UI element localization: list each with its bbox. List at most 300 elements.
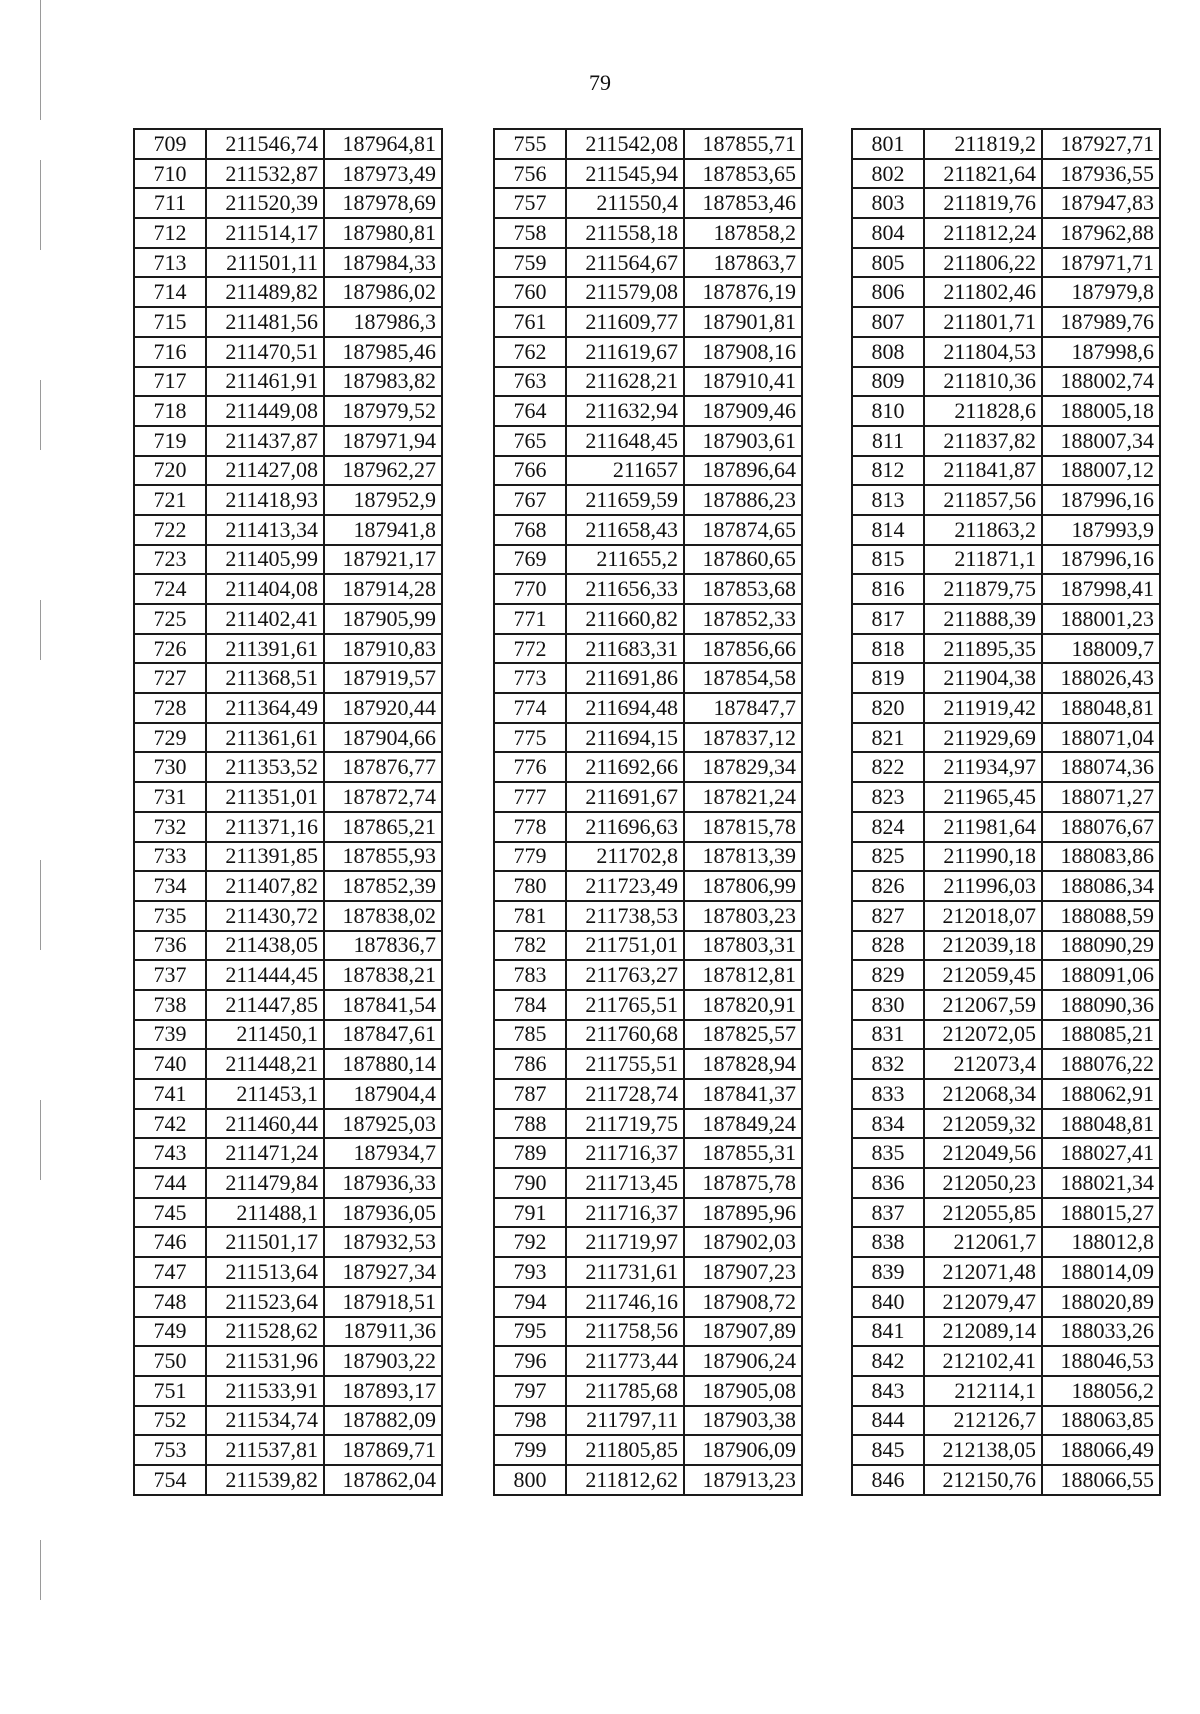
- x-coordinate-cell: 211520,39: [206, 188, 324, 218]
- point-number-cell: 732: [134, 812, 206, 842]
- y-coordinate-cell: 187998,6: [1042, 337, 1160, 367]
- x-coordinate-cell: 211488,1: [206, 1198, 324, 1228]
- point-number-cell: 780: [494, 871, 566, 901]
- x-coordinate-cell: 211407,82: [206, 871, 324, 901]
- point-number-cell: 750: [134, 1346, 206, 1376]
- point-number-cell: 832: [852, 1049, 924, 1079]
- table-row: [494, 960, 802, 990]
- y-coordinate-cell: 187876,19: [684, 277, 802, 307]
- point-number-cell: 740: [134, 1049, 206, 1079]
- margin-line: [40, 1100, 41, 1180]
- x-coordinate-cell: 211828,6: [924, 396, 1042, 426]
- table-row: [494, 456, 802, 486]
- table-row: [134, 842, 442, 872]
- x-coordinate-cell: 212114,1: [924, 1376, 1042, 1406]
- x-coordinate-cell: 211804,53: [924, 337, 1042, 367]
- point-number-cell: 804: [852, 218, 924, 248]
- point-number-cell: 721: [134, 485, 206, 515]
- x-coordinate-cell: 211728,74: [566, 1079, 684, 1109]
- y-coordinate-cell: 187934,7: [324, 1138, 442, 1168]
- y-coordinate-cell: 187985,46: [324, 337, 442, 367]
- table-row: [494, 1317, 802, 1347]
- table-row: [134, 1406, 442, 1436]
- x-coordinate-cell: 212072,05: [924, 1020, 1042, 1050]
- x-coordinate-cell: 211863,2: [924, 515, 1042, 545]
- y-coordinate-cell: 187865,21: [324, 812, 442, 842]
- point-number-cell: 710: [134, 159, 206, 189]
- table-row: [852, 574, 1160, 604]
- y-coordinate-cell: 187903,61: [684, 426, 802, 456]
- y-coordinate-cell: 187952,9: [324, 485, 442, 515]
- y-coordinate-cell: 187971,94: [324, 426, 442, 456]
- y-coordinate-cell: 187869,71: [324, 1435, 442, 1465]
- table-row: [852, 693, 1160, 723]
- y-coordinate-cell: 187986,02: [324, 277, 442, 307]
- point-number-cell: 727: [134, 663, 206, 693]
- table-row: [852, 1376, 1160, 1406]
- y-coordinate-cell: 187998,41: [1042, 574, 1160, 604]
- point-number-cell: 792: [494, 1227, 566, 1257]
- point-number-cell: 834: [852, 1109, 924, 1139]
- y-coordinate-cell: 187996,16: [1042, 485, 1160, 515]
- y-coordinate-cell: 187874,65: [684, 515, 802, 545]
- margin-line: [40, 860, 41, 950]
- y-coordinate-cell: 187812,81: [684, 960, 802, 990]
- y-coordinate-cell: 188012,8: [1042, 1227, 1160, 1257]
- x-coordinate-cell: 211895,35: [924, 634, 1042, 664]
- x-coordinate-cell: 211691,67: [566, 782, 684, 812]
- point-number-cell: 773: [494, 663, 566, 693]
- y-coordinate-cell: 188071,04: [1042, 723, 1160, 753]
- table-row: [494, 159, 802, 189]
- point-number-cell: 806: [852, 277, 924, 307]
- point-number-cell: 724: [134, 574, 206, 604]
- point-number-cell: 734: [134, 871, 206, 901]
- table-row: [494, 1346, 802, 1376]
- point-number-cell: 714: [134, 277, 206, 307]
- point-number-cell: 810: [852, 396, 924, 426]
- y-coordinate-cell: 187803,23: [684, 901, 802, 931]
- x-coordinate-cell: 211802,46: [924, 277, 1042, 307]
- y-coordinate-cell: 188046,53: [1042, 1346, 1160, 1376]
- table-row: [494, 367, 802, 397]
- x-coordinate-cell: 211696,63: [566, 812, 684, 842]
- point-number-cell: 718: [134, 396, 206, 426]
- x-coordinate-cell: 211501,17: [206, 1227, 324, 1257]
- table-row: [494, 634, 802, 664]
- point-number-cell: 738: [134, 990, 206, 1020]
- x-coordinate-cell: 211353,52: [206, 752, 324, 782]
- point-number-cell: 754: [134, 1465, 206, 1495]
- y-coordinate-cell: 187927,71: [1042, 129, 1160, 159]
- y-coordinate-cell: 187902,03: [684, 1227, 802, 1257]
- table-row: [852, 337, 1160, 367]
- point-number-cell: 790: [494, 1168, 566, 1198]
- y-coordinate-cell: 187893,17: [324, 1376, 442, 1406]
- y-coordinate-cell: 187882,09: [324, 1406, 442, 1436]
- table-row: [494, 1435, 802, 1465]
- x-coordinate-cell: 211579,08: [566, 277, 684, 307]
- y-coordinate-cell: 187936,55: [1042, 159, 1160, 189]
- point-number-cell: 830: [852, 990, 924, 1020]
- table-row: [134, 159, 442, 189]
- table-row: [852, 545, 1160, 575]
- point-number-cell: 781: [494, 901, 566, 931]
- table-row: [494, 901, 802, 931]
- x-coordinate-cell: 211351,01: [206, 782, 324, 812]
- table-row: [494, 1376, 802, 1406]
- x-coordinate-cell: 211965,45: [924, 782, 1042, 812]
- table-row: [494, 1049, 802, 1079]
- table-row: [494, 693, 802, 723]
- y-coordinate-cell: 188005,18: [1042, 396, 1160, 426]
- x-coordinate-cell: 211537,81: [206, 1435, 324, 1465]
- point-number-cell: 715: [134, 307, 206, 337]
- point-number-cell: 801: [852, 129, 924, 159]
- table-row: [494, 1020, 802, 1050]
- y-coordinate-cell: 188085,21: [1042, 1020, 1160, 1050]
- table-row: [852, 1049, 1160, 1079]
- x-coordinate-cell: 211904,38: [924, 663, 1042, 693]
- point-number-cell: 719: [134, 426, 206, 456]
- x-coordinate-cell: 211447,85: [206, 990, 324, 1020]
- y-coordinate-cell: 187936,33: [324, 1168, 442, 1198]
- y-coordinate-cell: 187962,27: [324, 456, 442, 486]
- table-row: [134, 634, 442, 664]
- table-row: [134, 1465, 442, 1495]
- x-coordinate-cell: 212073,4: [924, 1049, 1042, 1079]
- point-number-cell: 717: [134, 367, 206, 397]
- table-row: [494, 663, 802, 693]
- point-number-cell: 836: [852, 1168, 924, 1198]
- x-coordinate-cell: 211545,94: [566, 159, 684, 189]
- y-coordinate-cell: 187910,41: [684, 367, 802, 397]
- x-coordinate-cell: 212102,41: [924, 1346, 1042, 1376]
- point-number-cell: 753: [134, 1435, 206, 1465]
- table-row: [494, 604, 802, 634]
- point-number-cell: 842: [852, 1346, 924, 1376]
- x-coordinate-cell: 211481,56: [206, 307, 324, 337]
- point-number-cell: 720: [134, 456, 206, 486]
- x-coordinate-cell: 211805,85: [566, 1435, 684, 1465]
- point-number-cell: 760: [494, 277, 566, 307]
- x-coordinate-cell: 211659,59: [566, 485, 684, 515]
- point-number-cell: 768: [494, 515, 566, 545]
- point-number-cell: 822: [852, 752, 924, 782]
- x-coordinate-cell: 212089,14: [924, 1317, 1042, 1347]
- x-coordinate-cell: 211731,61: [566, 1257, 684, 1287]
- point-number-cell: 751: [134, 1376, 206, 1406]
- table-row: [494, 515, 802, 545]
- table-row: [134, 931, 442, 961]
- point-number-cell: 742: [134, 1109, 206, 1139]
- table-row: [852, 663, 1160, 693]
- x-coordinate-cell: 212055,85: [924, 1198, 1042, 1228]
- point-number-cell: 756: [494, 159, 566, 189]
- point-number-cell: 739: [134, 1020, 206, 1050]
- y-coordinate-cell: 187906,24: [684, 1346, 802, 1376]
- x-coordinate-cell: 211418,93: [206, 485, 324, 515]
- table-row: [852, 782, 1160, 812]
- y-coordinate-cell: 187858,2: [684, 218, 802, 248]
- point-number-cell: 725: [134, 604, 206, 634]
- point-number-cell: 735: [134, 901, 206, 931]
- x-coordinate-cell: 211479,84: [206, 1168, 324, 1198]
- y-coordinate-cell: 187852,39: [324, 871, 442, 901]
- y-coordinate-cell: 187838,02: [324, 901, 442, 931]
- y-coordinate-cell: 187820,91: [684, 990, 802, 1020]
- table-row: [494, 1138, 802, 1168]
- x-coordinate-cell: 211841,87: [924, 456, 1042, 486]
- y-coordinate-cell: 187983,82: [324, 367, 442, 397]
- point-number-cell: 784: [494, 990, 566, 1020]
- x-coordinate-cell: 211546,74: [206, 129, 324, 159]
- y-coordinate-cell: 188015,27: [1042, 1198, 1160, 1228]
- x-coordinate-cell: 212126,7: [924, 1406, 1042, 1436]
- table-row: [852, 842, 1160, 872]
- x-coordinate-cell: 211810,36: [924, 367, 1042, 397]
- x-coordinate-cell: 211391,61: [206, 634, 324, 664]
- x-coordinate-cell: 211738,53: [566, 901, 684, 931]
- point-number-cell: 736: [134, 931, 206, 961]
- point-number-cell: 845: [852, 1435, 924, 1465]
- x-coordinate-cell: 212039,18: [924, 931, 1042, 961]
- point-number-cell: 817: [852, 604, 924, 634]
- y-coordinate-cell: 187886,23: [684, 485, 802, 515]
- point-number-cell: 729: [134, 723, 206, 753]
- point-number-cell: 831: [852, 1020, 924, 1050]
- y-coordinate-cell: 188076,22: [1042, 1049, 1160, 1079]
- point-number-cell: 793: [494, 1257, 566, 1287]
- y-coordinate-cell: 187996,16: [1042, 545, 1160, 575]
- table-row: [852, 1257, 1160, 1287]
- table-row: [494, 426, 802, 456]
- y-coordinate-cell: 187863,7: [684, 248, 802, 278]
- table-row: [852, 1435, 1160, 1465]
- y-coordinate-cell: 187806,99: [684, 871, 802, 901]
- point-number-cell: 844: [852, 1406, 924, 1436]
- x-coordinate-cell: 211461,91: [206, 367, 324, 397]
- point-number-cell: 713: [134, 248, 206, 278]
- table-row: [134, 485, 442, 515]
- y-coordinate-cell: 187853,65: [684, 159, 802, 189]
- x-coordinate-cell: 211755,51: [566, 1049, 684, 1079]
- x-coordinate-cell: 211405,99: [206, 545, 324, 575]
- x-coordinate-cell: 211658,43: [566, 515, 684, 545]
- y-coordinate-cell: 187907,89: [684, 1317, 802, 1347]
- y-coordinate-cell: 187941,8: [324, 515, 442, 545]
- y-coordinate-cell: 187872,74: [324, 782, 442, 812]
- y-coordinate-cell: 188027,41: [1042, 1138, 1160, 1168]
- point-number-cell: 737: [134, 960, 206, 990]
- point-number-cell: 826: [852, 871, 924, 901]
- point-number-cell: 744: [134, 1168, 206, 1198]
- x-coordinate-cell: 212050,23: [924, 1168, 1042, 1198]
- point-number-cell: 846: [852, 1465, 924, 1495]
- table-row: [494, 990, 802, 1020]
- y-coordinate-cell: 188062,91: [1042, 1079, 1160, 1109]
- point-number-cell: 843: [852, 1376, 924, 1406]
- x-coordinate-cell: 211453,1: [206, 1079, 324, 1109]
- y-coordinate-cell: 187908,72: [684, 1287, 802, 1317]
- x-coordinate-cell: 211746,16: [566, 1287, 684, 1317]
- point-number-cell: 745: [134, 1198, 206, 1228]
- point-number-cell: 733: [134, 842, 206, 872]
- point-number-cell: 812: [852, 456, 924, 486]
- y-coordinate-cell: 188007,34: [1042, 426, 1160, 456]
- table-row: [852, 634, 1160, 664]
- x-coordinate-cell: 211716,37: [566, 1138, 684, 1168]
- table-row: [494, 485, 802, 515]
- x-coordinate-cell: 211632,94: [566, 396, 684, 426]
- x-coordinate-cell: 211797,11: [566, 1406, 684, 1436]
- table-row: [852, 1168, 1160, 1198]
- x-coordinate-cell: 211716,37: [566, 1198, 684, 1228]
- table-row: [134, 396, 442, 426]
- table-row: [494, 1465, 802, 1495]
- x-coordinate-cell: 212071,48: [924, 1257, 1042, 1287]
- margin-line: [40, 0, 41, 120]
- x-coordinate-cell: 211368,51: [206, 663, 324, 693]
- x-coordinate-cell: 211785,68: [566, 1376, 684, 1406]
- x-coordinate-cell: 212018,07: [924, 901, 1042, 931]
- point-number-cell: 789: [494, 1138, 566, 1168]
- table-row: [852, 188, 1160, 218]
- x-coordinate-cell: 211489,82: [206, 277, 324, 307]
- y-coordinate-cell: 187836,7: [324, 931, 442, 961]
- y-coordinate-cell: 187860,65: [684, 545, 802, 575]
- y-coordinate-cell: 187909,46: [684, 396, 802, 426]
- point-number-cell: 765: [494, 426, 566, 456]
- y-coordinate-cell: 187847,7: [684, 693, 802, 723]
- x-coordinate-cell: 211528,62: [206, 1317, 324, 1347]
- point-number-cell: 791: [494, 1198, 566, 1228]
- y-coordinate-cell: 187803,31: [684, 931, 802, 961]
- point-number-cell: 827: [852, 901, 924, 931]
- x-coordinate-cell: 211819,2: [924, 129, 1042, 159]
- point-number-cell: 749: [134, 1317, 206, 1347]
- y-coordinate-cell: 187921,17: [324, 545, 442, 575]
- coordinates-table-2: [493, 128, 803, 1496]
- table-row: [852, 396, 1160, 426]
- point-number-cell: 728: [134, 693, 206, 723]
- table-row: [134, 1079, 442, 1109]
- table-row: [852, 1109, 1160, 1139]
- y-coordinate-cell: 188090,36: [1042, 990, 1160, 1020]
- point-number-cell: 759: [494, 248, 566, 278]
- y-coordinate-cell: 187914,28: [324, 574, 442, 604]
- x-coordinate-cell: 211996,03: [924, 871, 1042, 901]
- table-row: [134, 812, 442, 842]
- y-coordinate-cell: 188014,09: [1042, 1257, 1160, 1287]
- y-coordinate-cell: 187855,93: [324, 842, 442, 872]
- point-number-cell: 723: [134, 545, 206, 575]
- x-coordinate-cell: 212138,05: [924, 1435, 1042, 1465]
- point-number-cell: 828: [852, 931, 924, 961]
- y-coordinate-cell: 187979,8: [1042, 277, 1160, 307]
- table-row: [494, 1406, 802, 1436]
- y-coordinate-cell: 188048,81: [1042, 1109, 1160, 1139]
- point-number-cell: 794: [494, 1287, 566, 1317]
- table-row: [134, 1376, 442, 1406]
- x-coordinate-cell: 211371,16: [206, 812, 324, 842]
- table-row: [494, 723, 802, 753]
- point-number-cell: 829: [852, 960, 924, 990]
- y-coordinate-cell: 187825,57: [684, 1020, 802, 1050]
- table-row: [134, 1020, 442, 1050]
- table-row: [494, 1227, 802, 1257]
- y-coordinate-cell: 187908,16: [684, 337, 802, 367]
- y-coordinate-cell: 188063,85: [1042, 1406, 1160, 1436]
- y-coordinate-cell: 187980,81: [324, 218, 442, 248]
- y-coordinate-cell: 187962,88: [1042, 218, 1160, 248]
- x-coordinate-cell: 211550,4: [566, 188, 684, 218]
- x-coordinate-cell: 211460,44: [206, 1109, 324, 1139]
- y-coordinate-cell: 187907,23: [684, 1257, 802, 1287]
- y-coordinate-cell: 187911,36: [324, 1317, 442, 1347]
- y-coordinate-cell: 187906,09: [684, 1435, 802, 1465]
- point-number-cell: 758: [494, 218, 566, 248]
- margin-line: [40, 380, 41, 450]
- x-coordinate-cell: 211655,2: [566, 545, 684, 575]
- table-row: [494, 1257, 802, 1287]
- point-number-cell: 837: [852, 1198, 924, 1228]
- x-coordinate-cell: 211694,48: [566, 693, 684, 723]
- y-coordinate-cell: 188048,81: [1042, 693, 1160, 723]
- x-coordinate-cell: 211531,96: [206, 1346, 324, 1376]
- point-number-cell: 712: [134, 218, 206, 248]
- table-row: [852, 1287, 1160, 1317]
- y-coordinate-cell: 187973,49: [324, 159, 442, 189]
- x-coordinate-cell: 211628,21: [566, 367, 684, 397]
- table-row: [134, 901, 442, 931]
- table-row: [494, 1287, 802, 1317]
- point-number-cell: 709: [134, 129, 206, 159]
- table-row: [134, 1109, 442, 1139]
- y-coordinate-cell: 187919,57: [324, 663, 442, 693]
- point-number-cell: 748: [134, 1287, 206, 1317]
- y-coordinate-cell: 187849,24: [684, 1109, 802, 1139]
- x-coordinate-cell: 211501,11: [206, 248, 324, 278]
- x-coordinate-cell: 211657: [566, 456, 684, 486]
- y-coordinate-cell: 187875,78: [684, 1168, 802, 1198]
- coordinates-table-3: [851, 128, 1161, 1496]
- y-coordinate-cell: 187847,61: [324, 1020, 442, 1050]
- point-number-cell: 821: [852, 723, 924, 753]
- y-coordinate-cell: 187821,24: [684, 782, 802, 812]
- y-coordinate-cell: 187815,78: [684, 812, 802, 842]
- table-row: [852, 812, 1160, 842]
- table-row: [852, 1198, 1160, 1228]
- x-coordinate-cell: 212061,7: [924, 1227, 1042, 1257]
- x-coordinate-cell: 211660,82: [566, 604, 684, 634]
- x-coordinate-cell: 211391,85: [206, 842, 324, 872]
- x-coordinate-cell: 211691,86: [566, 663, 684, 693]
- x-coordinate-cell: 211871,1: [924, 545, 1042, 575]
- table-row: [134, 1317, 442, 1347]
- point-number-cell: 798: [494, 1406, 566, 1436]
- table-row: [134, 1346, 442, 1376]
- point-number-cell: 761: [494, 307, 566, 337]
- table-row: [852, 456, 1160, 486]
- x-coordinate-cell: 211471,24: [206, 1138, 324, 1168]
- point-number-cell: 805: [852, 248, 924, 278]
- table-row: [494, 1198, 802, 1228]
- table-row: [494, 574, 802, 604]
- point-number-cell: 786: [494, 1049, 566, 1079]
- y-coordinate-cell: 187841,54: [324, 990, 442, 1020]
- y-coordinate-cell: 187964,81: [324, 129, 442, 159]
